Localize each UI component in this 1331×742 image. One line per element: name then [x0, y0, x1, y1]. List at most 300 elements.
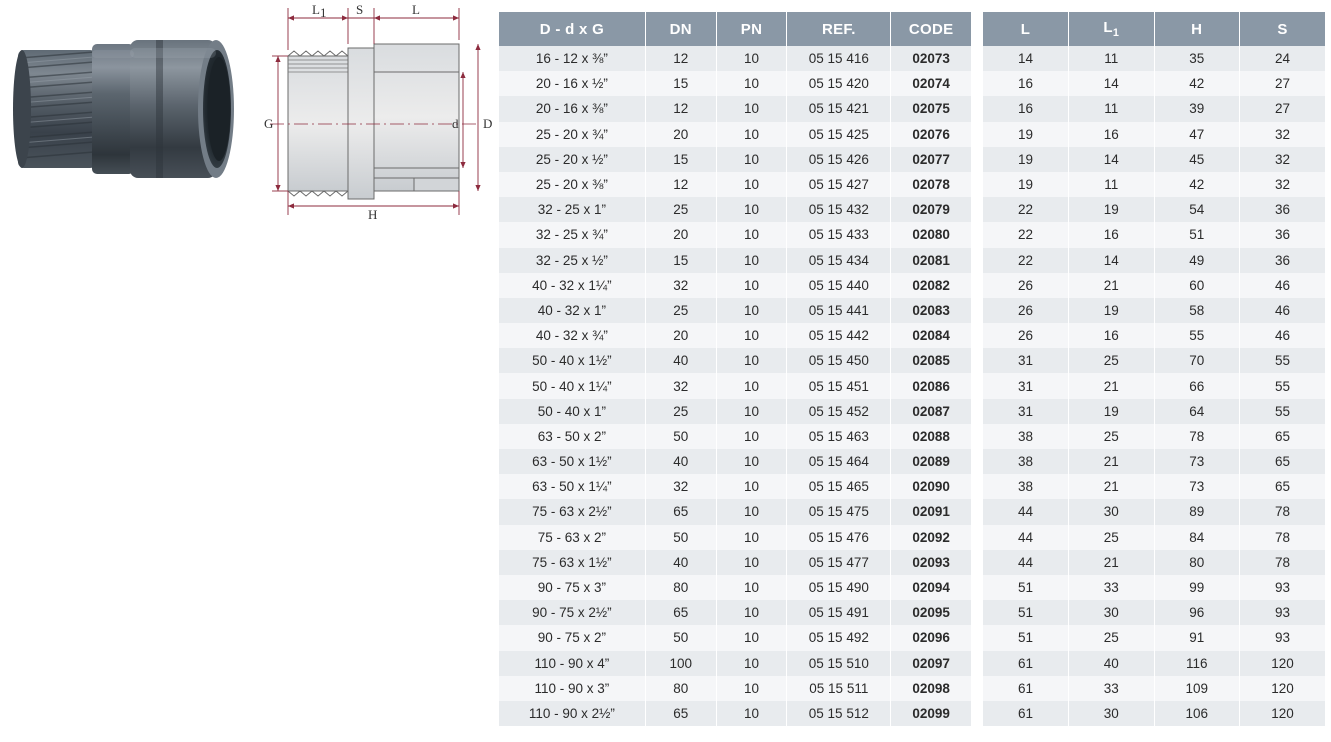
cell-dn: 80: [645, 676, 716, 701]
cell-h: 58: [1154, 298, 1240, 323]
cell-s: 36: [1240, 222, 1326, 247]
cell-code: 02086: [891, 373, 971, 398]
cell-pn: 10: [716, 449, 787, 474]
cell-l1: 40: [1069, 651, 1155, 676]
cell-d-d-g: 50 - 40 x 1½”: [499, 348, 645, 373]
cell-l1: 30: [1069, 499, 1155, 524]
table-row: [499, 651, 971, 676]
dim-label-d-big: D: [483, 116, 493, 131]
table-row: [499, 474, 971, 499]
cell-s: 36: [1240, 197, 1326, 222]
cell-pn: 10: [716, 348, 787, 373]
cell-d-d-g: 50 - 40 x 1”: [499, 399, 645, 424]
cell-s: 46: [1240, 298, 1326, 323]
table-row: [499, 449, 971, 474]
cell-l: 22: [983, 248, 1069, 273]
cell-h: 64: [1154, 399, 1240, 424]
cell-s: 46: [1240, 273, 1326, 298]
cell-s: 93: [1240, 625, 1326, 650]
table-row: [499, 600, 971, 625]
product-photo: [6, 18, 256, 208]
cell-h: 89: [1154, 499, 1240, 524]
cell-ref: 05 15 441: [787, 298, 891, 323]
cell-dn: 12: [645, 172, 716, 197]
cell-s: 120: [1240, 701, 1326, 726]
cell-code: 02081: [891, 248, 971, 273]
cell-l1: 21: [1069, 273, 1155, 298]
cell-l: 51: [983, 600, 1069, 625]
cell-l: 22: [983, 197, 1069, 222]
table-row: [499, 550, 971, 575]
dimensions-table-main: [499, 12, 971, 726]
table-row: [983, 474, 1325, 499]
cell-s: 36: [1240, 248, 1326, 273]
cell-code: 02088: [891, 424, 971, 449]
cell-l: 51: [983, 575, 1069, 600]
cell-d-d-g: 25 - 20 x ½”: [499, 147, 645, 172]
cell-dn: 20: [645, 323, 716, 348]
cell-l: 31: [983, 348, 1069, 373]
cell-s: 78: [1240, 550, 1326, 575]
cell-l: 19: [983, 122, 1069, 147]
cell-l1: 25: [1069, 348, 1155, 373]
cell-l1: 11: [1069, 46, 1155, 71]
threaded-end: [13, 50, 96, 168]
table-row: [983, 147, 1325, 172]
cell-s: 65: [1240, 474, 1326, 499]
table-row: [983, 575, 1325, 600]
cell-code: 02091: [891, 499, 971, 524]
th-dn: DN: [645, 12, 716, 46]
cell-h: 84: [1154, 525, 1240, 550]
cell-pn: 10: [716, 676, 787, 701]
table-row: [983, 676, 1325, 701]
table-row: [499, 71, 971, 96]
cell-h: 66: [1154, 373, 1240, 398]
cell-code: 02075: [891, 96, 971, 121]
cell-code: 02097: [891, 651, 971, 676]
cell-pn: 10: [716, 147, 787, 172]
cell-dn: 32: [645, 373, 716, 398]
cell-s: 27: [1240, 71, 1326, 96]
cell-h: 51: [1154, 222, 1240, 247]
cell-h: 54: [1154, 197, 1240, 222]
cell-pn: 10: [716, 600, 787, 625]
cell-d-d-g: 75 - 63 x 2½”: [499, 499, 645, 524]
cell-pn: 10: [716, 550, 787, 575]
cell-code: 02080: [891, 222, 971, 247]
cell-ref: 05 15 464: [787, 449, 891, 474]
cell-pn: 10: [716, 273, 787, 298]
cell-code: 02082: [891, 273, 971, 298]
cell-h: 49: [1154, 248, 1240, 273]
cell-l: 19: [983, 147, 1069, 172]
cell-ref: 05 15 491: [787, 600, 891, 625]
cell-s: 27: [1240, 96, 1326, 121]
cell-h: 80: [1154, 550, 1240, 575]
cell-s: 78: [1240, 525, 1326, 550]
cell-l1: 14: [1069, 248, 1155, 273]
table-header-row: [499, 12, 971, 46]
cell-s: 32: [1240, 147, 1326, 172]
cell-h: 70: [1154, 348, 1240, 373]
cell-pn: 10: [716, 651, 787, 676]
cell-ref: 05 15 452: [787, 399, 891, 424]
th-l1-text: L: [1103, 19, 1113, 36]
cell-dn: 100: [645, 651, 716, 676]
cell-l: 38: [983, 474, 1069, 499]
cell-ref: 05 15 451: [787, 373, 891, 398]
table-row: [983, 298, 1325, 323]
cell-dn: 25: [645, 399, 716, 424]
cell-dn: 65: [645, 499, 716, 524]
cell-ref: 05 15 477: [787, 550, 891, 575]
cell-s: 65: [1240, 449, 1326, 474]
cell-d-d-g: 40 - 32 x 1¼”: [499, 273, 645, 298]
table-row: [499, 122, 971, 147]
table-body-side: [983, 46, 1325, 726]
cell-l1: 11: [1069, 172, 1155, 197]
cell-d-d-g: 20 - 16 x ⅜”: [499, 96, 645, 121]
cell-ref: 05 15 440: [787, 273, 891, 298]
cell-d-d-g: 75 - 63 x 2”: [499, 525, 645, 550]
cell-h: 73: [1154, 449, 1240, 474]
cell-s: 55: [1240, 399, 1326, 424]
cell-d-d-g: 40 - 32 x 1”: [499, 298, 645, 323]
th-ref: REF.: [787, 12, 891, 46]
cell-code: 02073: [891, 46, 971, 71]
cell-pn: 10: [716, 122, 787, 147]
table-row: [499, 298, 971, 323]
cell-ref: 05 15 465: [787, 474, 891, 499]
th-pn: PN: [716, 12, 787, 46]
cell-pn: 10: [716, 298, 787, 323]
dim-label-l: L: [412, 2, 420, 17]
cell-d-d-g: 110 - 90 x 4”: [499, 651, 645, 676]
cell-d-d-g: 75 - 63 x 1½”: [499, 550, 645, 575]
cell-dn: 15: [645, 71, 716, 96]
cell-d-d-g: 32 - 25 x 1”: [499, 197, 645, 222]
cell-pn: 10: [716, 701, 787, 726]
cell-l: 14: [983, 46, 1069, 71]
cell-pn: 10: [716, 499, 787, 524]
cell-h: 96: [1154, 600, 1240, 625]
table-row: [983, 222, 1325, 247]
cell-ref: 05 15 432: [787, 197, 891, 222]
cell-dn: 12: [645, 96, 716, 121]
cell-code: 02076: [891, 122, 971, 147]
table-header-row: [983, 12, 1325, 46]
dim-label-l1: L: [312, 2, 320, 17]
table-row: [983, 600, 1325, 625]
cell-s: 120: [1240, 676, 1326, 701]
cell-d-d-g: 90 - 75 x 2”: [499, 625, 645, 650]
cell-l: 31: [983, 399, 1069, 424]
dim-label-l1-sub: 1: [320, 5, 327, 20]
dimensions-table-side: [983, 12, 1325, 726]
cell-s: 32: [1240, 172, 1326, 197]
table-row: [499, 424, 971, 449]
table-row: [499, 46, 971, 71]
cell-dn: 40: [645, 449, 716, 474]
table-row: [983, 273, 1325, 298]
cell-d-d-g: 90 - 75 x 3”: [499, 575, 645, 600]
cell-ref: 05 15 492: [787, 625, 891, 650]
cell-h: 99: [1154, 575, 1240, 600]
cell-pn: 10: [716, 323, 787, 348]
cell-h: 91: [1154, 625, 1240, 650]
cell-dn: 80: [645, 575, 716, 600]
cell-h: 55: [1154, 323, 1240, 348]
cell-s: 78: [1240, 499, 1326, 524]
table-row: [983, 248, 1325, 273]
table-row: [983, 323, 1325, 348]
table-row: [983, 96, 1325, 121]
cell-l1: 25: [1069, 625, 1155, 650]
cell-l: 61: [983, 651, 1069, 676]
cell-s: 24: [1240, 46, 1326, 71]
cell-l1: 14: [1069, 147, 1155, 172]
cell-h: 78: [1154, 424, 1240, 449]
table-row: [499, 499, 971, 524]
table-row: [983, 71, 1325, 96]
cell-d-d-g: 40 - 32 x ¾”: [499, 323, 645, 348]
cell-pn: 10: [716, 46, 787, 71]
table-row: [499, 273, 971, 298]
table-row: [983, 172, 1325, 197]
cell-ref: 05 15 476: [787, 525, 891, 550]
cell-l: 61: [983, 676, 1069, 701]
cell-d-d-g: 63 - 50 x 1½”: [499, 449, 645, 474]
table-row: [983, 701, 1325, 726]
dim-label-s: S: [356, 2, 364, 17]
table-row: [499, 575, 971, 600]
th-code: CODE: [891, 12, 971, 46]
cell-dn: 32: [645, 273, 716, 298]
cell-l1: 25: [1069, 525, 1155, 550]
th-l: L: [983, 12, 1069, 46]
cell-l: 44: [983, 525, 1069, 550]
table-row: [499, 348, 971, 373]
cell-h: 47: [1154, 122, 1240, 147]
table-row: [499, 147, 971, 172]
cell-l1: 33: [1069, 575, 1155, 600]
cell-pn: 10: [716, 373, 787, 398]
cell-s: 46: [1240, 323, 1326, 348]
cell-l: 19: [983, 172, 1069, 197]
cell-pn: 10: [716, 399, 787, 424]
cell-l: 44: [983, 550, 1069, 575]
cell-code: 02093: [891, 550, 971, 575]
cell-h: 42: [1154, 71, 1240, 96]
th-l1-subscript: 1: [1112, 27, 1120, 39]
cell-code: 02078: [891, 172, 971, 197]
th-h: H: [1154, 12, 1240, 46]
cell-l: 16: [983, 96, 1069, 121]
cell-code: 02079: [891, 197, 971, 222]
cell-dn: 40: [645, 550, 716, 575]
cell-d-d-g: 20 - 16 x ½”: [499, 71, 645, 96]
cell-l1: 33: [1069, 676, 1155, 701]
cell-h: 35: [1154, 46, 1240, 71]
table-row: [983, 651, 1325, 676]
cell-code: 02090: [891, 474, 971, 499]
cell-dn: 65: [645, 600, 716, 625]
cell-ref: 05 15 433: [787, 222, 891, 247]
cell-code: 02094: [891, 575, 971, 600]
cell-d-d-g: 25 - 20 x ¾”: [499, 122, 645, 147]
table-row: [499, 248, 971, 273]
cell-l: 51: [983, 625, 1069, 650]
cell-pn: 10: [716, 625, 787, 650]
table-row: [499, 172, 971, 197]
cell-d-d-g: 32 - 25 x ½”: [499, 248, 645, 273]
cell-code: 02095: [891, 600, 971, 625]
table-row: [499, 323, 971, 348]
cell-ref: 05 15 434: [787, 248, 891, 273]
th-l1: [1069, 12, 1155, 46]
cell-dn: 32: [645, 474, 716, 499]
cell-pn: 10: [716, 525, 787, 550]
table-row: [983, 499, 1325, 524]
cell-ref: 05 15 420: [787, 71, 891, 96]
dim-label-h: H: [368, 207, 378, 222]
cell-dn: 15: [645, 147, 716, 172]
table-row: [983, 197, 1325, 222]
cell-ref: 05 15 512: [787, 701, 891, 726]
cell-code: 02098: [891, 676, 971, 701]
cell-ref: 05 15 442: [787, 323, 891, 348]
cell-h: 106: [1154, 701, 1240, 726]
cell-l1: 19: [1069, 298, 1155, 323]
cell-h: 60: [1154, 273, 1240, 298]
cell-h: 39: [1154, 96, 1240, 121]
th-d-d-g: D - d x G: [499, 12, 645, 46]
table-row: [983, 625, 1325, 650]
cell-pn: 10: [716, 248, 787, 273]
table-row: [499, 96, 971, 121]
cell-l: 44: [983, 499, 1069, 524]
cell-l1: 19: [1069, 399, 1155, 424]
cell-s: 55: [1240, 373, 1326, 398]
cell-s: 93: [1240, 575, 1326, 600]
cell-d-d-g: 25 - 20 x ⅜”: [499, 172, 645, 197]
cell-pn: 10: [716, 575, 787, 600]
cell-d-d-g: 50 - 40 x 1¼”: [499, 373, 645, 398]
cell-code: 02085: [891, 348, 971, 373]
cell-code: 02089: [891, 449, 971, 474]
cell-ref: 05 15 463: [787, 424, 891, 449]
cell-dn: 25: [645, 298, 716, 323]
cell-dn: 50: [645, 424, 716, 449]
cell-pn: 10: [716, 96, 787, 121]
cell-l: 26: [983, 273, 1069, 298]
dim-label-g: G: [264, 116, 274, 131]
cell-code: 02084: [891, 323, 971, 348]
table-row: [983, 449, 1325, 474]
table-row: [983, 122, 1325, 147]
cell-l: 38: [983, 449, 1069, 474]
cell-pn: 10: [716, 222, 787, 247]
cell-ref: 05 15 490: [787, 575, 891, 600]
cell-code: 02096: [891, 625, 971, 650]
cell-l1: 16: [1069, 323, 1155, 348]
cell-ref: 05 15 511: [787, 676, 891, 701]
cell-code: 02083: [891, 298, 971, 323]
cell-l1: 30: [1069, 701, 1155, 726]
cell-ref: 05 15 450: [787, 348, 891, 373]
cell-pn: 10: [716, 424, 787, 449]
table-body-main: [499, 46, 971, 726]
cell-s: 93: [1240, 600, 1326, 625]
cell-dn: 12: [645, 46, 716, 71]
cell-l1: 21: [1069, 550, 1155, 575]
cell-pn: 10: [716, 172, 787, 197]
cell-l1: 16: [1069, 222, 1155, 247]
table-row: [983, 373, 1325, 398]
cell-l: 22: [983, 222, 1069, 247]
cell-h: 109: [1154, 676, 1240, 701]
cell-code: 02087: [891, 399, 971, 424]
cell-dn: 20: [645, 222, 716, 247]
cell-dn: 15: [645, 248, 716, 273]
table-row: [499, 701, 971, 726]
cell-l1: 21: [1069, 474, 1155, 499]
cell-d-d-g: 32 - 25 x ¾”: [499, 222, 645, 247]
cell-l: 16: [983, 71, 1069, 96]
cell-l1: 14: [1069, 71, 1155, 96]
cell-s: 32: [1240, 122, 1326, 147]
cell-h: 45: [1154, 147, 1240, 172]
cell-dn: 20: [645, 122, 716, 147]
table-row: [983, 550, 1325, 575]
cell-l1: 11: [1069, 96, 1155, 121]
cell-ref: 05 15 475: [787, 499, 891, 524]
table-row: [499, 222, 971, 247]
cell-ref: 05 15 421: [787, 96, 891, 121]
cell-dn: 50: [645, 525, 716, 550]
table-row: [499, 525, 971, 550]
cell-s: 65: [1240, 424, 1326, 449]
cell-l: 26: [983, 298, 1069, 323]
cell-d-d-g: 63 - 50 x 2”: [499, 424, 645, 449]
cell-ref: 05 15 416: [787, 46, 891, 71]
cell-l1: 25: [1069, 424, 1155, 449]
dim-label-d-small: d: [452, 116, 459, 131]
cell-l: 61: [983, 701, 1069, 726]
table-row: [983, 46, 1325, 71]
cell-code: 02077: [891, 147, 971, 172]
cell-h: 116: [1154, 651, 1240, 676]
table-row: [499, 399, 971, 424]
cell-pn: 10: [716, 197, 787, 222]
table-row: [499, 373, 971, 398]
cell-dn: 50: [645, 625, 716, 650]
cell-d-d-g: 110 - 90 x 3”: [499, 676, 645, 701]
cell-d-d-g: 110 - 90 x 2½”: [499, 701, 645, 726]
cell-ref: 05 15 425: [787, 122, 891, 147]
cell-dn: 65: [645, 701, 716, 726]
table-row: [983, 424, 1325, 449]
cell-dn: 40: [645, 348, 716, 373]
cell-d-d-g: 16 - 12 x ⅜”: [499, 46, 645, 71]
cell-l1: 30: [1069, 600, 1155, 625]
cell-l: 31: [983, 373, 1069, 398]
cell-l: 26: [983, 323, 1069, 348]
cell-l1: 19: [1069, 197, 1155, 222]
table-row: [499, 197, 971, 222]
table-row: [499, 625, 971, 650]
